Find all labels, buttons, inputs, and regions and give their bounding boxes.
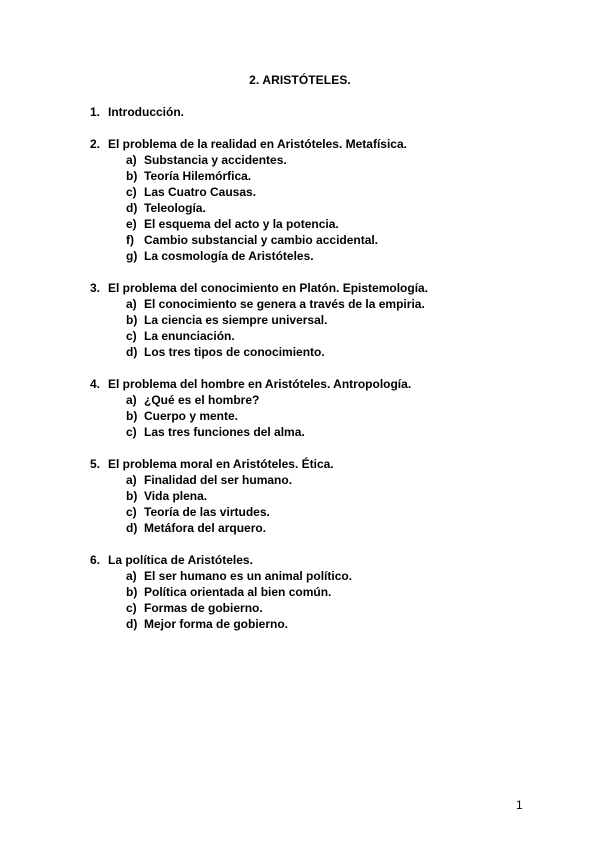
section-number: 4. — [90, 377, 101, 391]
outline-section — [90, 104, 550, 120]
outline-section — [90, 552, 550, 632]
list-item-text: Teoría Hilemórfica. — [144, 169, 252, 183]
list-item-letter: b) — [126, 313, 138, 327]
list-item-letter: b) — [126, 585, 138, 599]
list-item-text: Vida plena. — [144, 489, 208, 503]
list-item-letter: c) — [126, 425, 137, 439]
section-heading — [90, 376, 550, 392]
list-item-letter: c) — [126, 505, 137, 519]
list-item — [90, 568, 550, 584]
list-item-text: Los tres tipos de conocimiento. — [144, 345, 325, 359]
list-item-letter: a) — [126, 473, 137, 487]
outline-section — [90, 280, 550, 360]
list-item-letter: c) — [126, 185, 137, 199]
list-item-text: Cuerpo y mente. — [144, 409, 239, 423]
list-item-letter: a) — [126, 569, 137, 583]
list-item-letter: a) — [126, 153, 137, 167]
list-item-text: ¿Qué es el hombre? — [144, 393, 260, 407]
subitem-list — [90, 152, 550, 264]
list-item-letter: f) — [126, 233, 134, 247]
list-item-text: El esquema del acto y la potencia. — [144, 217, 339, 231]
list-item-text: Finalidad del ser humano. — [144, 473, 293, 487]
list-item — [90, 472, 550, 488]
list-item-text: Formas de gobierno. — [144, 601, 263, 615]
list-item — [90, 504, 550, 520]
section-heading — [90, 136, 550, 152]
list-item-letter: d) — [126, 201, 138, 215]
section-heading-text: La política de Aristóteles. — [108, 553, 253, 567]
list-item-text: Las tres funciones del alma. — [144, 425, 305, 439]
list-item-letter: b) — [126, 169, 138, 183]
list-item-text: El ser humano es un animal político. — [144, 569, 353, 583]
list-item — [90, 248, 550, 264]
list-item-letter: g) — [126, 249, 138, 263]
section-number: 5. — [90, 457, 101, 471]
list-item — [90, 312, 550, 328]
list-item — [90, 328, 550, 344]
subitem-list — [90, 472, 550, 536]
list-item-text: Substancia y accidentes. — [144, 153, 287, 167]
list-item-text: La cosmología de Aristóteles. — [144, 249, 314, 263]
list-item-text: El conocimiento se genera a través de la empiria. — [144, 297, 425, 311]
list-item-letter: e) — [126, 217, 137, 231]
list-item — [90, 616, 550, 632]
list-item — [90, 344, 550, 360]
list-item-text: La ciencia es siempre universal. — [144, 313, 328, 327]
section-list — [90, 104, 550, 648]
section-number: 3. — [90, 281, 101, 295]
list-item — [90, 296, 550, 312]
list-item-letter: b) — [126, 409, 138, 423]
outline-section — [90, 456, 550, 536]
list-item — [90, 152, 550, 168]
list-item — [90, 168, 550, 184]
list-item — [90, 232, 550, 248]
list-item-letter: c) — [126, 601, 137, 615]
section-heading-text: Introducción. — [108, 105, 184, 119]
list-item-text: La enunciación. — [144, 329, 235, 343]
section-heading — [90, 552, 550, 568]
list-item — [90, 584, 550, 600]
list-item — [90, 200, 550, 216]
list-item — [90, 184, 550, 200]
section-heading — [90, 280, 550, 296]
section-heading-text: El problema moral en Aristóteles. Ética. — [108, 457, 334, 471]
subitem-list — [90, 568, 550, 632]
section-heading-text: El problema del conocimiento en Platón. Epistemología. — [108, 281, 429, 295]
list-item — [90, 520, 550, 536]
page-number: 1 — [516, 798, 523, 812]
section-heading — [90, 104, 550, 120]
list-item-letter: b) — [126, 489, 138, 503]
list-item — [90, 600, 550, 616]
subitem-list — [90, 392, 550, 440]
list-item — [90, 424, 550, 440]
list-item-text: Cambio substancial y cambio accidental. — [144, 233, 379, 247]
list-item — [90, 408, 550, 424]
list-item-letter: c) — [126, 329, 137, 343]
list-item-letter: d) — [126, 617, 138, 631]
section-number: 2. — [90, 137, 101, 151]
section-heading — [90, 456, 550, 472]
document-title: 2. ARISTÓTELES. — [249, 73, 351, 87]
list-item-text: Mejor forma de gobierno. — [144, 617, 289, 631]
outline-section — [90, 376, 550, 440]
section-number: 1. — [90, 105, 101, 119]
list-item-text: Política orientada al bien común. — [144, 585, 332, 599]
list-item — [90, 392, 550, 408]
list-item-text: Teleología. — [144, 201, 206, 215]
section-heading-text: El problema del hombre en Aristóteles. Antropología. — [108, 377, 412, 391]
list-item-text: Las Cuatro Causas. — [144, 185, 257, 199]
outline-section — [90, 136, 550, 264]
list-item-letter: d) — [126, 521, 138, 535]
list-item-letter: d) — [126, 345, 138, 359]
list-item-letter: a) — [126, 393, 137, 407]
list-item — [90, 488, 550, 504]
list-item-text: Metáfora del arquero. — [144, 521, 267, 535]
list-item — [90, 216, 550, 232]
list-item-letter: a) — [126, 297, 137, 311]
section-heading-text: El problema de la realidad en Aristóteles. Metafísica. — [108, 137, 407, 151]
list-item-text: Teoría de las virtudes. — [144, 505, 270, 519]
subitem-list — [90, 296, 550, 360]
section-number: 6. — [90, 553, 101, 567]
